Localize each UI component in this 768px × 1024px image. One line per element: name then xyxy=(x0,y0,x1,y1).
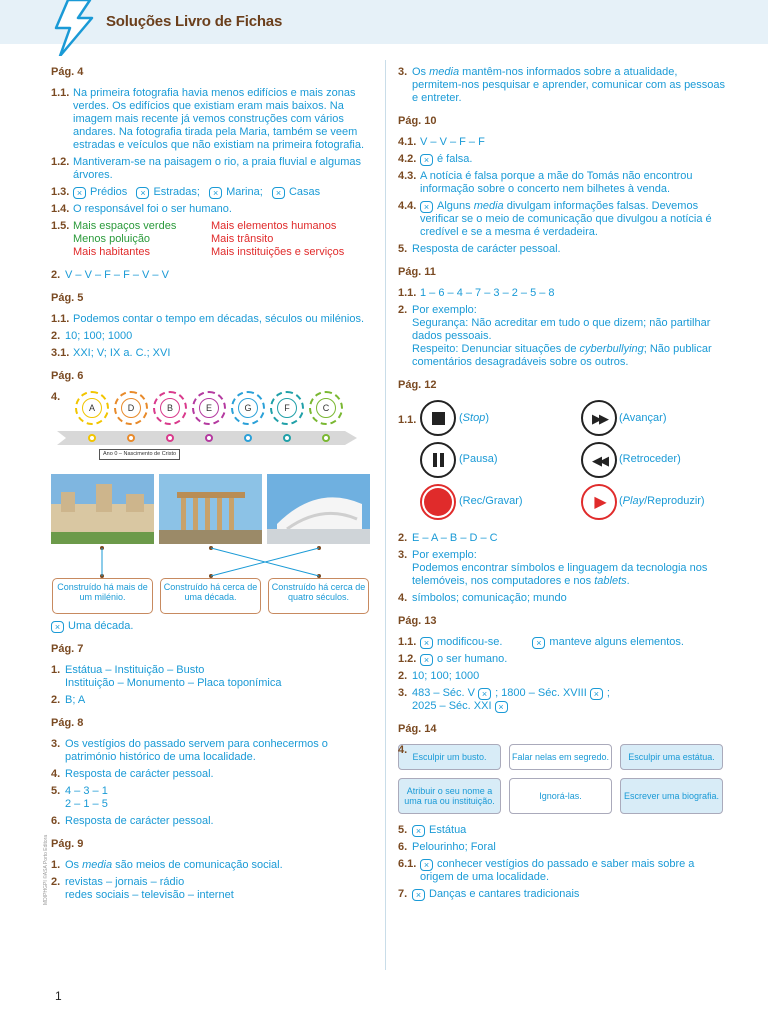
item-number: 1. xyxy=(51,664,61,676)
answer-p14-6-1 xyxy=(398,858,728,884)
answer-text: ; 1800 – Séc. XVIII xyxy=(495,687,587,699)
record-label: (Rec/Gravar) xyxy=(459,495,523,507)
answer-text: divulgam informações falsas. Devemos verificar se o meio de comunicação que divulgou a notícia é credível e se a mesma é verdadeira. xyxy=(420,200,712,238)
record-icon xyxy=(420,484,456,520)
timeline-circle-d xyxy=(114,391,148,425)
action-box: Esculpir um busto. xyxy=(398,744,501,770)
item-number: 1.1. xyxy=(51,313,70,325)
answer-text-italic: media xyxy=(82,859,113,871)
item-number: 7. xyxy=(398,888,408,900)
left-column xyxy=(51,66,373,906)
answer-text: Podemos contar o tempo em décadas, séculos ou milénios. xyxy=(73,313,365,325)
answer-p4-1-2 xyxy=(51,156,373,182)
answer-text: 483 – Séc. V xyxy=(412,687,475,699)
checkbox-x-icon: × xyxy=(532,637,545,649)
checkbox-x-icon: × xyxy=(478,688,491,700)
action-boxes xyxy=(398,744,728,814)
answer-p8-3 xyxy=(51,738,373,764)
timeline-diagram xyxy=(51,391,373,466)
timeline-circle-f xyxy=(270,391,304,425)
item-number: 1.3. xyxy=(51,186,70,198)
checkbox-x-icon: × xyxy=(73,187,86,199)
item-number: 1. xyxy=(51,859,61,871)
timeline-letter: B xyxy=(160,398,180,418)
answer-text: Mais trânsito xyxy=(211,233,274,245)
answer-text: V – V – F – F – V – V xyxy=(65,269,169,281)
item-number: 6.1. xyxy=(398,858,417,870)
answer-text: A notícia é falsa porque a mãe do Tomás não encontrou informação sobre o concerto nem bilhetes à venda. xyxy=(420,170,693,195)
item-number: 5. xyxy=(398,243,408,255)
answer-p5-2 xyxy=(51,330,373,343)
modern-building-photo xyxy=(267,474,370,544)
item-number: 1.1. xyxy=(398,636,417,648)
monument-photos xyxy=(51,474,373,614)
timeline-letter: E xyxy=(199,398,219,418)
fast-forward-label: (Avançar) xyxy=(619,412,667,424)
item-number: 6. xyxy=(51,815,61,827)
action-box: Atribuir o seu nome a uma rua ou instituição. xyxy=(398,778,501,814)
answer-p9-2 xyxy=(51,876,373,902)
answer-p9-3 xyxy=(398,66,728,105)
section-title-p14: Pág. 14 xyxy=(398,723,437,735)
answer-text: Por exemplo: xyxy=(412,549,477,561)
answer-text: redes sociais – televisão – internet xyxy=(65,889,234,901)
answer-p11-2 xyxy=(398,304,728,369)
matching-lines xyxy=(51,544,371,580)
answer-p4-2 xyxy=(51,269,373,282)
item-number: 4.1. xyxy=(398,136,417,148)
answer-p5-1-1 xyxy=(51,313,373,326)
answer-text: o ser humano. xyxy=(437,653,508,665)
timeline-dot xyxy=(205,434,213,442)
answer-text: E – A – B – D – C xyxy=(412,532,498,544)
lightning-bolt-icon xyxy=(46,0,102,56)
answer-p7-2 xyxy=(51,694,373,707)
answer-text: XXI; V; IX a. C.; XVI xyxy=(73,347,171,359)
timeline-dot xyxy=(322,434,330,442)
checkbox-x-icon: × xyxy=(209,187,222,199)
media-controls xyxy=(398,400,728,528)
timeline-label: Ano 0 – Nascimento de Cristo xyxy=(99,449,180,460)
item-number: 4. xyxy=(51,391,61,403)
item-number: 2. xyxy=(398,532,408,544)
answer-p10-4-1 xyxy=(398,136,728,149)
answer-text-italic: media xyxy=(473,200,504,212)
action-box: Escrever uma biografia. xyxy=(620,778,723,814)
stop-label-text: Stop xyxy=(462,412,486,424)
timeline-circle-e xyxy=(192,391,226,425)
answer-p10-5 xyxy=(398,243,728,256)
item-number: 4.3. xyxy=(398,170,417,182)
answer-p5-3-1 xyxy=(51,347,373,360)
answer-text: Estátua xyxy=(429,824,467,836)
timeline-circle-b xyxy=(153,391,187,425)
answer-text: Os vestígios do passado servem para conhecermos o património histórico de uma localidade. xyxy=(65,738,328,763)
answer-text: Resposta de carácter pessoal. xyxy=(65,815,214,827)
timeline-circle-a xyxy=(75,391,109,425)
checkbox-x-icon: × xyxy=(420,859,433,871)
answer-text: V – V – F – F xyxy=(420,136,485,148)
timeline-dot xyxy=(127,434,135,442)
section-title-p6: Pág. 6 xyxy=(51,370,84,382)
checkbox-x-icon: × xyxy=(420,654,433,666)
timeline-dot xyxy=(283,434,291,442)
timeline-dot xyxy=(88,434,96,442)
item-number: 1.5. xyxy=(51,220,70,232)
section-title-p7: Pág. 7 xyxy=(51,643,84,655)
answer-text: 4 – 3 – 1 xyxy=(65,785,108,797)
action-box: Esculpir uma estátua. xyxy=(620,744,723,770)
timeline-dot xyxy=(244,434,252,442)
answer-text: Resposta de carácter pessoal. xyxy=(412,243,561,255)
answer-text: revistas – jornais – rádio xyxy=(65,876,185,888)
timeline-letter: F xyxy=(277,398,297,418)
answer-text: Mais elementos humanos xyxy=(211,220,337,232)
answer-p4-1-4 xyxy=(51,203,373,216)
answer-text: manteve alguns elementos. xyxy=(549,636,684,648)
answer-p7-1 xyxy=(51,664,373,690)
answer-text: B; A xyxy=(65,694,86,706)
answer-p10-4-2 xyxy=(398,153,728,166)
answer-text: modificou-se. xyxy=(437,636,503,648)
play-icon: ▶ xyxy=(581,484,617,520)
checkbox-x-icon: × xyxy=(51,621,64,633)
page-header xyxy=(0,0,768,44)
action-box: Falar nelas em segredo. xyxy=(509,744,612,770)
section-title-p5: Pág. 5 xyxy=(51,292,84,304)
item-number: 1.1. xyxy=(398,414,417,426)
section-title-p4: Pág. 4 xyxy=(51,66,84,78)
copyright-note: MDIPHGPI ©ASA Porto Editora xyxy=(43,834,49,905)
item-number: 3.1. xyxy=(51,347,70,359)
right-column xyxy=(398,66,728,905)
page-number: 1 xyxy=(55,989,62,1003)
photo-caption: Construído há cerca de quatro séculos. xyxy=(268,578,369,614)
answer-text: Podemos encontrar símbolos e linguagem da tecnologia nos telemóveis, nos computadores e nos xyxy=(412,562,708,587)
item-number: 5. xyxy=(51,785,61,797)
answer-text: O responsável foi o ser humano. xyxy=(73,203,232,215)
answer-p11-1-1 xyxy=(398,287,728,300)
section-title-p12: Pág. 12 xyxy=(398,379,437,391)
item-number: 1.4. xyxy=(51,203,70,215)
answer-p12-4 xyxy=(398,592,728,605)
answer-text: Mais habitantes xyxy=(73,246,151,258)
answer-text-italic: tablets xyxy=(594,575,627,587)
timeline-circle-c xyxy=(309,391,343,425)
item-number: 1.1. xyxy=(398,287,417,299)
item-number: 5. xyxy=(398,824,408,836)
page-title: Soluções Livro de Fichas xyxy=(106,13,283,30)
answer-p14-5 xyxy=(398,824,728,837)
item-number: 2. xyxy=(51,330,61,342)
answer-p6-5-choice xyxy=(51,620,373,633)
answer-text: Respeito: Denunciar situações de xyxy=(412,343,580,355)
answer-p4-1-3 xyxy=(51,186,373,199)
answer-text: símbolos; comunicação; mundo xyxy=(412,592,567,604)
answer-text-italic: cyberbullying xyxy=(579,343,644,355)
timeline-letter: D xyxy=(121,398,141,418)
stop-icon xyxy=(420,400,456,436)
answer-p12-2 xyxy=(398,532,728,545)
item-number: 4. xyxy=(398,592,408,604)
answer-text: Mantiveram-se na paisagem o rio, a praia fluvial e algumas árvores. xyxy=(73,156,361,181)
checkbox-x-icon: × xyxy=(420,637,433,649)
answer-text: são meios de comunicação social. xyxy=(112,859,283,871)
answer-text: Resposta de carácter pessoal. xyxy=(65,768,214,780)
timeline-dot xyxy=(166,434,174,442)
column-divider xyxy=(385,60,386,970)
answer-text: 2 – 1 – 5 xyxy=(65,798,108,810)
checkbox-x-icon: × xyxy=(495,701,508,713)
photo-caption: Construído há cerca de uma década. xyxy=(160,578,261,614)
section-title-p9: Pág. 9 xyxy=(51,838,84,850)
answer-text: 10; 100; 1000 xyxy=(412,670,480,682)
answer-text: Danças e cantares tradicionais xyxy=(429,888,580,900)
answer-p13-1-1 xyxy=(398,636,728,649)
item-number: 2. xyxy=(398,670,408,682)
answer-text: é falsa. xyxy=(437,153,473,165)
answer-p12-3: 3. Por exemplo: Podemos encontrar símbolos e linguagem da tecnologia nos telemóveis, nos computadores e nos tablets. xyxy=(398,549,708,587)
timeline-letter: C xyxy=(316,398,336,418)
checkbox-x-icon: × xyxy=(590,688,603,700)
answer-text: Estradas; xyxy=(153,186,200,198)
item-number: 3. xyxy=(398,66,408,78)
answer-text: Marina; xyxy=(226,186,263,198)
item-number: 3. xyxy=(398,549,408,561)
answer-p14-6 xyxy=(398,841,728,854)
answer-text-italic: media xyxy=(429,66,460,78)
action-box: Ignorá-las. xyxy=(509,778,612,814)
pause-label: (Pausa) xyxy=(459,453,498,465)
checkbox-x-icon: × xyxy=(412,825,425,837)
checkbox-x-icon: × xyxy=(412,889,425,901)
answer-text: Segurança: Não acreditar em tudo o que dizem; não partilhar dados pessoais. xyxy=(412,317,711,342)
section-title-p13: Pág. 13 xyxy=(398,615,437,627)
checkbox-x-icon: × xyxy=(420,201,433,213)
answer-p13-2 xyxy=(398,670,728,683)
answer-p13-3: 3. 483 – Séc. V × ; 1800 – Séc. XVIII × ; 2025 – Séc. XXI × xyxy=(398,687,610,712)
item-number: 2. xyxy=(51,269,61,281)
answer-text: Estátua – Instituição – Busto xyxy=(65,664,205,676)
answer-text: 1 – 6 – 4 – 7 – 3 – 2 – 5 – 8 xyxy=(420,287,555,299)
fast-forward-icon: ▶▶ xyxy=(581,400,617,436)
answer-text: Uma década. xyxy=(68,620,134,632)
item-number: 2. xyxy=(398,304,408,316)
item-number: 1.2. xyxy=(398,653,417,665)
answer-p9-1 xyxy=(51,859,373,872)
answer-text: Na primeira fotografia havia menos edifícios e mais zonas verdes. Os edifícios que existiam eram mais baixos. Na imagem mais recente já vemos construções com vários andares. Na fotografia tirada pela Maria, também se veem estradas e veículos que não existiam na primeira fotografia. xyxy=(73,87,365,151)
answer-text: ; Não publicar comentários desagradáveis sobre os outros. xyxy=(412,343,712,368)
item-number: 3. xyxy=(51,738,61,750)
rewind-label: (Retroceder) xyxy=(619,453,681,465)
item-number: 4. xyxy=(51,768,61,780)
item-number: 6. xyxy=(398,841,408,853)
answer-text: Instituição – Monumento – Placa toponímica xyxy=(65,677,282,689)
answer-text: Mais instituições e serviços xyxy=(211,246,345,258)
checkbox-x-icon: × xyxy=(420,154,433,166)
answer-text: Menos poluição xyxy=(73,233,151,245)
answer-text: 10; 100; 1000 xyxy=(65,330,133,342)
monastery-photo xyxy=(51,474,154,544)
roman-temple-photo xyxy=(159,474,262,544)
answer-p4-1-1 xyxy=(51,87,373,152)
play-label-em: Play xyxy=(622,495,645,507)
answer-text: Prédios xyxy=(90,186,128,198)
item-number: 4.2. xyxy=(398,153,417,165)
pause-icon xyxy=(420,442,456,478)
section-title-p10: Pág. 10 xyxy=(398,115,437,127)
item-number: 2. xyxy=(51,694,61,706)
answer-text: Os xyxy=(412,66,430,78)
rewind-icon: ◀◀ xyxy=(581,442,617,478)
answer-p14-7 xyxy=(398,888,728,901)
answer-text: conhecer vestígios do passado e saber mais sobre a origem de uma localidade. xyxy=(420,858,695,883)
play-label: (Play/Reproduzir) xyxy=(619,495,705,507)
item-number: 2. xyxy=(51,876,61,888)
answer-text: Mais espaços verdes xyxy=(73,220,177,232)
answer-text: 2025 – Séc. XXI xyxy=(412,700,492,712)
answer-p4-1-5 xyxy=(51,220,373,259)
stop-label: (Stop) xyxy=(459,412,489,424)
answer-p8-5 xyxy=(51,785,373,811)
section-title-p11: Pág. 11 xyxy=(398,266,436,278)
checkbox-x-icon: × xyxy=(272,187,285,199)
timeline-letter: G xyxy=(238,398,258,418)
section-title-p8: Pág. 8 xyxy=(51,717,84,729)
item-number: 1.1. xyxy=(51,87,70,99)
answer-p10-4-4 xyxy=(398,200,728,239)
answer-p8-6 xyxy=(51,815,373,828)
item-number: 4. xyxy=(398,744,408,756)
answer-text: Pelourinho; Foral xyxy=(412,841,496,853)
item-number: 4.4. xyxy=(398,200,417,212)
photo-caption: Construído há mais de um milénio. xyxy=(52,578,153,614)
answer-text: Os xyxy=(65,859,83,871)
timeline-circle-g xyxy=(231,391,265,425)
answer-p13-1-2 xyxy=(398,653,728,666)
item-number: 3. xyxy=(398,687,408,699)
checkbox-x-icon: × xyxy=(136,187,149,199)
item-number: 1.2. xyxy=(51,156,70,168)
play-label-text: /Reproduzir) xyxy=(644,495,705,507)
answer-text: Alguns xyxy=(437,200,474,212)
answer-text: mantêm-nos informados sobre a atualidade, permitem-nos pesquisar e aprender, comunicar com as pessoas e entreter. xyxy=(412,66,726,104)
timeline-letter: A xyxy=(82,398,102,418)
answer-text: Por exemplo: xyxy=(412,304,477,316)
answer-p8-4 xyxy=(51,768,373,781)
answer-p10-4-3 xyxy=(398,170,728,196)
answer-text: Casas xyxy=(288,186,321,198)
